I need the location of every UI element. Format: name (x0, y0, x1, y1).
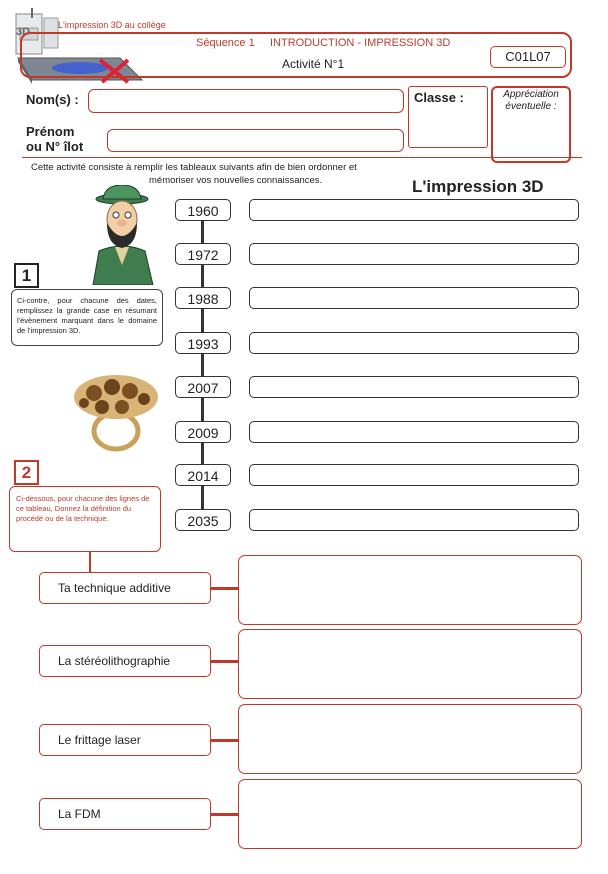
code-text: C01L07 (505, 49, 551, 64)
firstname-label-line2: ou N° îlot (26, 139, 84, 154)
technique-connector-2 (211, 660, 239, 663)
firstname-label (26, 124, 83, 154)
intro-line1: Cette activité consiste à remplir les tableaux suivants afin de bien ordonner et (31, 162, 357, 173)
professor-character-icon (85, 185, 160, 285)
step2-instruction: Ci-dessous, pour chacune des lignes de ce tableau, Donnez la définition du procédé ou de la technique. (16, 494, 150, 523)
year-field-6[interactable] (249, 421, 579, 443)
year-box-4 (175, 332, 231, 354)
technique-label-2 (39, 645, 211, 677)
technique-field-2[interactable] (238, 629, 582, 699)
intro-text (31, 161, 357, 187)
names-label: Nom(s) : (26, 92, 79, 107)
step1-badge (14, 263, 39, 288)
year-label-2: 1972 (187, 247, 219, 263)
technique-field-3[interactable] (238, 704, 582, 774)
ring-photo (68, 365, 164, 457)
character-illustration (85, 185, 160, 285)
appreciation-line2: éventuelle : (505, 101, 557, 112)
section-title: L'impression 3D (412, 177, 544, 196)
year-label-6: 2009 (187, 425, 219, 441)
year-box-7 (175, 464, 231, 486)
ring-icon (68, 365, 164, 457)
step2-badge (14, 460, 39, 485)
year-box-2 (175, 243, 231, 265)
appreciation-label (491, 89, 571, 113)
step2-box (9, 486, 161, 552)
firstname-field[interactable] (107, 129, 404, 152)
year-label-8: 2035 (187, 513, 219, 529)
year-field-7[interactable] (249, 464, 579, 486)
technique-connector-3 (211, 739, 239, 742)
year-box-8 (175, 509, 231, 531)
year-label-4: 1993 (187, 336, 219, 352)
brand-title: L'impression 3D au collège (58, 20, 166, 30)
year-field-8[interactable] (249, 509, 579, 531)
technique-label-3 (39, 724, 211, 756)
class-label: Classe : (414, 90, 464, 105)
activity-title: Activité N°1 (282, 57, 345, 71)
technique-label-4 (39, 798, 211, 830)
step1-box (11, 289, 163, 346)
divider (22, 157, 582, 158)
year-field-4[interactable] (249, 332, 579, 354)
year-label-3: 1988 (187, 291, 219, 307)
year-box-6 (175, 421, 231, 443)
technique-text-2: La stéréolithographie (58, 654, 171, 668)
step2-connector (89, 552, 91, 572)
technique-field-4[interactable] (238, 779, 582, 849)
sequence-title: INTRODUCTION - IMPRESSION 3D (270, 37, 451, 49)
year-field-1[interactable] (249, 199, 579, 221)
step2-number: 2 (21, 463, 32, 482)
year-label-7: 2014 (187, 468, 219, 484)
logo-text: 3D (16, 26, 31, 38)
year-label-5: 2007 (187, 380, 219, 396)
year-box-3 (175, 287, 231, 309)
code-badge (490, 46, 566, 68)
technique-text-3: Le frittage laser (58, 733, 141, 747)
year-field-5[interactable] (249, 376, 579, 398)
names-field[interactable] (88, 89, 404, 113)
year-field-3[interactable] (249, 287, 579, 309)
technique-label-1 (39, 572, 211, 604)
year-box-5 (175, 376, 231, 398)
step1-number: 1 (21, 266, 32, 285)
year-box-1 (175, 199, 231, 221)
technique-connector-1 (211, 587, 239, 590)
technique-text-1: Ta technique additive (58, 581, 171, 595)
technique-text-4: La FDM (58, 807, 101, 821)
year-label-1: 1960 (187, 203, 219, 219)
sequence-label: Séquence 1 (196, 37, 255, 49)
firstname-label-line1: Prénom (26, 124, 75, 139)
step1-instruction: Ci-contre, pour chacune des dates, remplissez la grande case en résumant l'évènement marquant dans le domaine de l'impression 3D. (17, 296, 157, 335)
technique-connector-4 (211, 813, 239, 816)
year-field-2[interactable] (249, 243, 579, 265)
intro-line2: mémoriser vos nouvelles connaissances. (149, 175, 323, 186)
technique-field-1[interactable] (238, 555, 582, 625)
appreciation-line1: Appréciation (503, 89, 559, 100)
